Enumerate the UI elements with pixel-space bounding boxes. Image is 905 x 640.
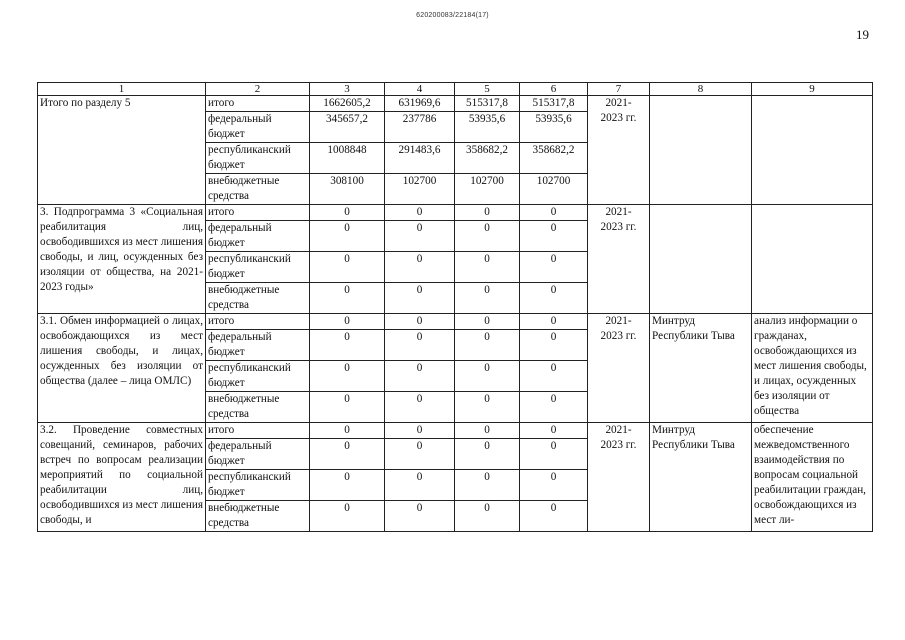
amount-cell: 1662605,2 xyxy=(310,96,385,112)
amount-cell: 102700 xyxy=(385,174,455,205)
amount-cell: 0 xyxy=(385,439,455,470)
amount-cell: 0 xyxy=(385,252,455,283)
executor-cell: Минтруд Республики Тыва xyxy=(650,423,752,532)
amount-cell: 0 xyxy=(310,439,385,470)
amount-cell: 0 xyxy=(310,423,385,439)
funding-source-cell: итого xyxy=(206,205,310,221)
header-cell: 9 xyxy=(752,83,873,96)
amount-cell: 53935,6 xyxy=(455,112,520,143)
amount-cell: 0 xyxy=(310,392,385,423)
funding-source-cell: республиканский бюджет xyxy=(206,361,310,392)
funding-source-cell: итого xyxy=(206,96,310,112)
amount-cell: 0 xyxy=(455,283,520,314)
result-cell xyxy=(752,205,873,314)
amount-cell: 0 xyxy=(520,252,588,283)
amount-cell: 0 xyxy=(520,470,588,501)
document-code: 620200083/22184(17) xyxy=(416,12,489,19)
amount-cell: 0 xyxy=(520,423,588,439)
funding-source-cell: федеральный бюджет xyxy=(206,439,310,470)
table-row xyxy=(38,205,873,221)
funding-source-cell: итого xyxy=(206,314,310,330)
executor-cell: Минтруд Республики Тыва xyxy=(650,314,752,423)
section-name-cell: Итого по разделу 5 xyxy=(38,96,206,205)
amount-cell: 0 xyxy=(455,470,520,501)
amount-cell: 0 xyxy=(520,314,588,330)
amount-cell: 0 xyxy=(455,501,520,532)
amount-cell: 631969,6 xyxy=(385,96,455,112)
amount-cell: 0 xyxy=(385,330,455,361)
amount-cell: 0 xyxy=(385,392,455,423)
amount-cell: 345657,2 xyxy=(310,112,385,143)
program-table xyxy=(37,82,873,532)
amount-cell: 102700 xyxy=(520,174,588,205)
funding-source-cell: федеральный бюджет xyxy=(206,330,310,361)
executor-cell xyxy=(650,96,752,205)
amount-cell: 1008848 xyxy=(310,143,385,174)
funding-source-cell: итого xyxy=(206,423,310,439)
amount-cell: 0 xyxy=(520,361,588,392)
table-row xyxy=(38,423,873,439)
header-cell: 7 xyxy=(588,83,650,96)
amount-cell: 0 xyxy=(385,501,455,532)
amount-cell: 0 xyxy=(520,501,588,532)
amount-cell: 0 xyxy=(455,423,520,439)
amount-cell: 358682,2 xyxy=(520,143,588,174)
header-cell: 3 xyxy=(310,83,385,96)
funding-source-cell: федеральный бюджет xyxy=(206,112,310,143)
amount-cell: 0 xyxy=(310,283,385,314)
amount-cell: 291483,6 xyxy=(385,143,455,174)
amount-cell: 0 xyxy=(455,361,520,392)
amount-cell: 515317,8 xyxy=(455,96,520,112)
header-cell: 8 xyxy=(650,83,752,96)
amount-cell: 358682,2 xyxy=(455,143,520,174)
funding-source-cell: республиканский бюджет xyxy=(206,143,310,174)
amount-cell: 0 xyxy=(455,314,520,330)
table-row xyxy=(38,314,873,330)
period-cell: 2021- 2023 гг. xyxy=(588,423,650,532)
amount-cell: 0 xyxy=(520,392,588,423)
funding-source-cell: внебюджетные средства xyxy=(206,283,310,314)
header-cell: 2 xyxy=(206,83,310,96)
result-cell xyxy=(752,96,873,205)
period-cell: 2021- 2023 гг. xyxy=(588,314,650,423)
amount-cell: 0 xyxy=(310,221,385,252)
amount-cell: 0 xyxy=(455,439,520,470)
amount-cell: 0 xyxy=(520,205,588,221)
amount-cell: 0 xyxy=(310,205,385,221)
header-row xyxy=(38,83,873,96)
amount-cell: 0 xyxy=(385,361,455,392)
funding-source-cell: внебюджетные средства xyxy=(206,392,310,423)
amount-cell: 0 xyxy=(520,221,588,252)
amount-cell: 0 xyxy=(520,439,588,470)
section-name-cell: 3.2. Проведение совместных совещаний, семинаров, рабочих встреч по вопросам реализации мероприятий по социальной реабилитации лиц, освободившихся из мест лишения свободы, и xyxy=(38,423,206,532)
header-cell: 5 xyxy=(455,83,520,96)
amount-cell: 0 xyxy=(385,205,455,221)
amount-cell: 515317,8 xyxy=(520,96,588,112)
executor-cell xyxy=(650,205,752,314)
amount-cell: 0 xyxy=(520,330,588,361)
amount-cell: 0 xyxy=(310,330,385,361)
page-number: 19 xyxy=(856,27,869,42)
amount-cell: 53935,6 xyxy=(520,112,588,143)
amount-cell: 102700 xyxy=(455,174,520,205)
table-row xyxy=(38,96,873,112)
funding-source-cell: внебюджетные средства xyxy=(206,501,310,532)
amount-cell: 0 xyxy=(520,283,588,314)
amount-cell: 0 xyxy=(310,470,385,501)
amount-cell: 237786 xyxy=(385,112,455,143)
amount-cell: 0 xyxy=(455,252,520,283)
header-cell: 4 xyxy=(385,83,455,96)
funding-source-cell: республиканский бюджет xyxy=(206,252,310,283)
amount-cell: 0 xyxy=(385,221,455,252)
result-cell: обеспечение межведомственного взаимодействия по вопросам социальной реабилитации граждан, освобождающихся из мест ли- xyxy=(752,423,873,532)
amount-cell: 0 xyxy=(385,283,455,314)
amount-cell: 0 xyxy=(455,330,520,361)
period-cell: 2021- 2023 гг. xyxy=(588,205,650,314)
amount-cell: 0 xyxy=(455,392,520,423)
section-name-cell: 3. Подпрограмма 3 «Социальная реабилитация лиц, освободившихся из мест лишения свободы, и лиц, осужденных без изоляции от общества, на 2021-2023 годы» xyxy=(38,205,206,314)
amount-cell: 0 xyxy=(310,361,385,392)
funding-source-cell: внебюджетные средства xyxy=(206,174,310,205)
funding-source-cell: республиканский бюджет xyxy=(206,470,310,501)
amount-cell: 0 xyxy=(385,314,455,330)
amount-cell: 308100 xyxy=(310,174,385,205)
funding-source-cell: федеральный бюджет xyxy=(206,221,310,252)
header-cell: 6 xyxy=(520,83,588,96)
amount-cell: 0 xyxy=(455,205,520,221)
result-cell: анализ информации о гражданах, освобождающихся из мест лишения свободы, и лицах, осужденных без изоляции от общества xyxy=(752,314,873,423)
amount-cell: 0 xyxy=(385,470,455,501)
amount-cell: 0 xyxy=(385,423,455,439)
header-cell: 1 xyxy=(38,83,206,96)
amount-cell: 0 xyxy=(455,221,520,252)
period-cell: 2021- 2023 гг. xyxy=(588,96,650,205)
section-name-cell: 3.1. Обмен информацией о лицах, освобождающихся из мест лишения свободы, и лицах, осужденных без изоляции от общества (далее – лица ОМЛС) xyxy=(38,314,206,423)
amount-cell: 0 xyxy=(310,501,385,532)
amount-cell: 0 xyxy=(310,252,385,283)
amount-cell: 0 xyxy=(310,314,385,330)
